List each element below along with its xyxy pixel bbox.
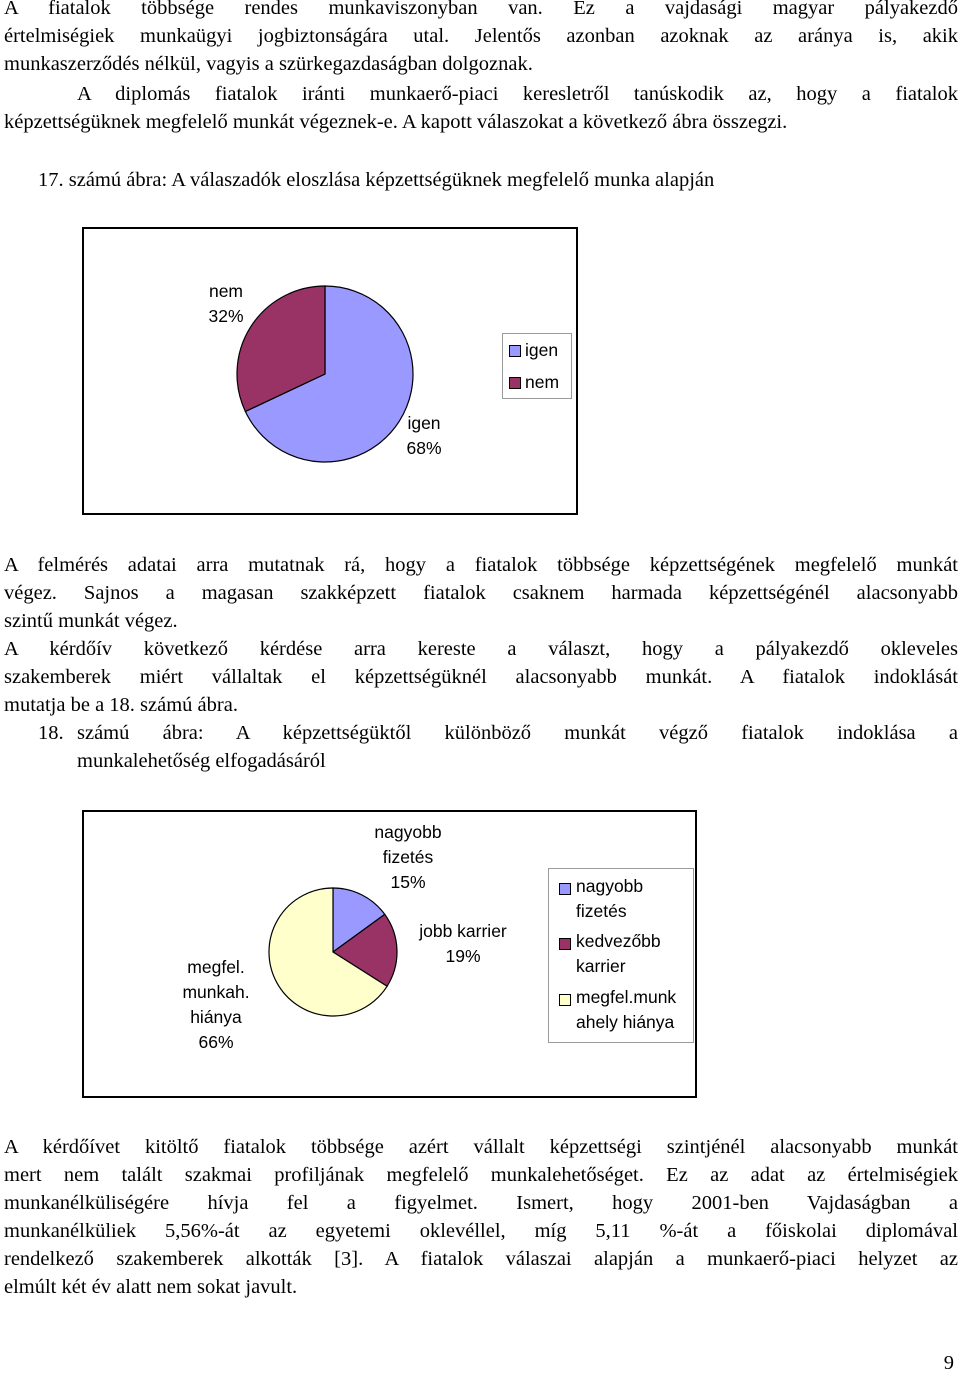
text-line: A felmérés adatai arra mutatnak rá, hogy a fiatalok többsége képzettségének megfelelő munkát [4,554,958,576]
slice-label-igen [394,411,454,461]
text-line: szakemberek miért vállaltak el képzettségüknél alacsonyabb munkát. A fiatalok indoklását [4,666,958,688]
legend-swatch-nagyobb-fizetes [559,883,571,895]
text-line: szintű munkát végez. [4,610,178,632]
text-line: képzettségüknek megfelelő munkát végeznek-e. A kapott válaszokat a következő ábra összegzi. [4,111,788,133]
slice-label-name: nagyobb [374,822,442,842]
text-line: végez. Sajnos a magasan szakképzett fiatalok csaknem harmada képzettségénél alacsonyabb [4,582,958,604]
slice-label-name: nem [208,281,244,301]
text-line: munkanélküliségére hívja fel a figyelmet. Ismert, hogy 2001-ben Vajdaságban a [4,1192,958,1214]
slice-label-name: igen [407,413,441,433]
slice-label-name: fizetés [382,847,434,867]
figure-17-chart [82,227,578,515]
text-line: elmúlt két év alatt nem sokat javult. [4,1276,298,1298]
figure-17-caption: 17. számú ábra: A válaszadók eloszlása képzettségüknek megfelelő munka alapján [38,169,715,191]
legend-label-munkahely-hianya [576,985,676,1035]
text-line: A diplomás fiatalok iránti munkaerő-piaci keresletről tanúskodik az, hogy a fiatalok [77,83,958,105]
text-line: mutatja be a 18. számú ábra. [4,694,238,716]
text-line: munkaszerződés nélkül, vagyis a szürkegazdaságban dolgoznak. [4,53,533,75]
slice-label-name: munkah. [182,982,250,1002]
slice-label-nem [196,279,256,329]
slice-label-nagyobb-fizetes [360,820,456,895]
figure-18-number: 18. [38,722,64,744]
figure-17-legend [502,333,572,399]
figure-18-caption-line: munkalehetőség elfogadásáról [77,750,326,772]
text-line: A kérdőív következő kérdése arra kereste a választ, hogy a pályakezdő okleveles [4,638,958,660]
text-line: rendelkező szakemberek alkották [3]. A fiatalok válaszai alapján a munkaerő-piaci helyzet az [4,1248,958,1270]
legend-label-line: ahely hiánya [576,1012,675,1032]
slice-label-jobb-karrier [408,919,518,969]
text-line: munkanélküliek 5,56%-át az egyetemi oklevéllel, míg 5,11 %-át a főiskolai diplomával [4,1220,958,1242]
legend-label-kedvezobb-karrier [576,929,661,979]
legend-swatch-kedvezobb-karrier [559,938,571,950]
slice-label-name: megfel. [187,957,245,977]
slice-label-name: hiánya [190,1007,242,1027]
slice-label-name: jobb karrier [419,921,507,941]
text-line: értelmiségiek munkaügyi jogbiztonságára utal. Jelentős azonban azoknak az aránya is, akik [4,25,958,47]
slice-label-value: 19% [445,946,481,966]
text-line: A fiatalok többsége rendes munkaviszonyban van. Ez a vajdasági magyar pályakezdő [4,0,958,19]
legend-swatch-nem [509,377,521,389]
figure-18-legend [548,868,694,1043]
page-number: 9 [943,1352,954,1374]
legend-label-nem: nem [525,372,560,392]
legend-label-line: kedvezőbb [576,931,661,951]
legend-label-line: karrier [576,956,626,976]
legend-label-line: fizetés [576,901,627,921]
legend-label-line: nagyobb [576,876,644,896]
legend-label-nagyobb-fizetes [576,874,643,924]
text-line: mert nem talált szakmai profiljának megfelelő munkalehetőséget. Ez az adat az értelmiségiek [4,1164,958,1186]
figure-18-chart [82,810,697,1098]
slice-label-value: 32% [208,306,244,326]
legend-swatch-igen [509,345,521,357]
slice-label-value: 15% [390,872,426,892]
slice-label-value: 66% [198,1032,234,1052]
slice-label-munkahely-hianya [168,955,264,1055]
slice-label-value: 68% [406,438,442,458]
text-line: A kérdőívet kitöltő fiatalok többsége azért vállalt képzettségi szintjénél alacsonyabb munkát [4,1136,958,1158]
legend-swatch-munkahely-hianya [559,994,571,1006]
legend-label-line: megfel.munk [576,987,677,1007]
legend-label-igen: igen [525,340,559,360]
figure-18-caption-line: számú ábra: A képzettségüktől különböző munkát végző fiatalok indoklása a [77,722,958,744]
